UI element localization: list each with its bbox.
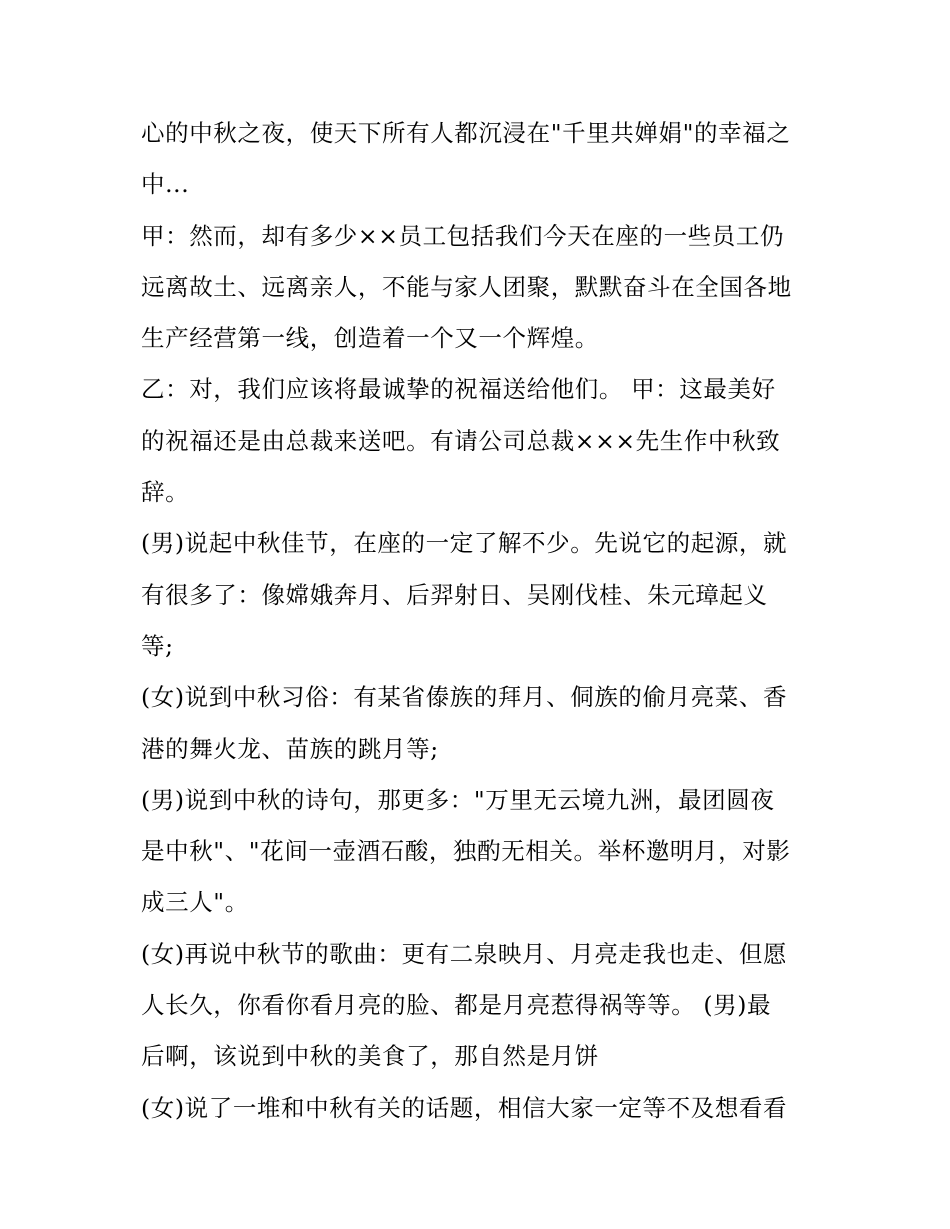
text-line: (男)说到中秋的诗句，那更多："万里无云境九洲，最团圆夜 — [141, 785, 775, 814]
text-line: (女)说到中秋习俗：有某省傣族的拜月、侗族的偷月亮菜、香 — [141, 683, 788, 712]
text-line: 人长久，你看你看月亮的脸、都是月亮惹得祸等等。 (男)最 — [141, 991, 772, 1020]
text-line: 辞。 — [141, 478, 190, 507]
text-line: 有很多了：像嫦娥奔月、后羿射日、吴刚伐桂、朱元璋起义 — [141, 580, 768, 609]
text-line: 等; — [141, 631, 174, 660]
text-line: 的祝福还是由总裁来送吧。有请公司总裁×××先生作中秋致 — [141, 426, 781, 455]
text-line: 后啊，该说到中秋的美食了，那自然是月饼 — [141, 1042, 599, 1071]
text-line: 生产经营第一线，创造着一个又一个辉煌。 — [141, 324, 599, 353]
document-body — [141, 108, 821, 1134]
text-line: 甲：然而，却有多少××员工包括我们今天在座的一些员工仍 — [141, 221, 785, 250]
text-line: 乙：对，我们应该将最诚挚的祝福送给他们。 甲：这最美好 — [141, 375, 776, 404]
text-line: 远离故土、远离亲人，不能与家人团聚，默默奋斗在全国各地 — [141, 272, 792, 301]
text-line: 心的中秋之夜，使天下所有人都沉浸在"千里共婵娟"的幸福之 — [141, 119, 791, 147]
text-line: 港的舞火龙、苗族的跳月等; — [141, 734, 439, 763]
text-line: 是中秋"、"花间一壶酒石酸，独酌无相关。举杯邀明月，对影 — [141, 837, 791, 866]
text-line: (男)说起中秋佳节，在座的一定了解不少。先说它的起源，就 — [141, 529, 788, 558]
text-line: (女)再说中秋节的歌曲：更有二泉映月、月亮走我也走、但愿 — [141, 939, 788, 968]
text-line: (女)说了一堆和中秋有关的话题，相信大家一定等不及想看看 — [141, 1093, 788, 1122]
text-line: 中... — [141, 170, 190, 199]
text-line: 成三人"。 — [141, 888, 249, 917]
